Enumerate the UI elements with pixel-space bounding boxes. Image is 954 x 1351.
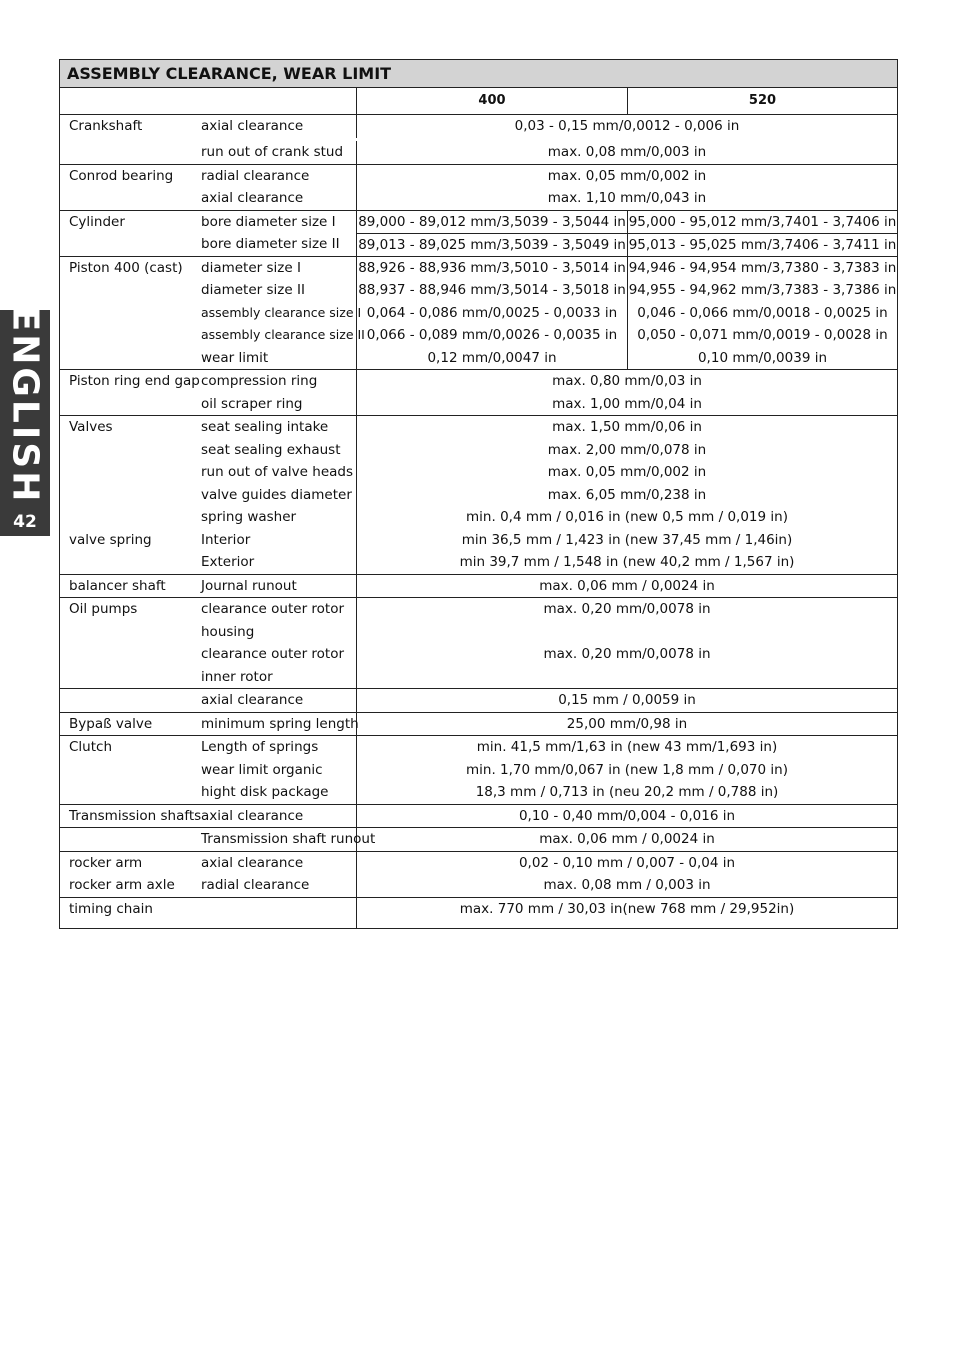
group-name: Cylinder bbox=[69, 213, 125, 230]
parameter-cell: Length of springs bbox=[192, 736, 357, 759]
table-body bbox=[60, 115, 897, 928]
page-number: 42 bbox=[13, 512, 37, 532]
group-name: Oil pumps bbox=[69, 601, 138, 617]
parameter-cell: clearance outer rotor bbox=[192, 598, 357, 621]
parameter-cell: minimum spring length bbox=[192, 713, 357, 736]
table-row bbox=[192, 115, 897, 138]
group-name: Bypaß valve bbox=[69, 715, 153, 732]
group-name-cell bbox=[60, 416, 192, 574]
parameter-cell: seat sealing exhaust bbox=[192, 439, 357, 462]
table-row bbox=[192, 643, 897, 666]
group-rows bbox=[192, 805, 897, 828]
group-name-cell bbox=[60, 805, 202, 828]
value-cell: 0,03 - 0,15 mm/0,0012 - 0,006 in bbox=[514, 118, 740, 134]
group-name-line bbox=[69, 621, 192, 644]
table-group bbox=[60, 165, 897, 211]
group-name-line bbox=[69, 484, 192, 507]
parameter-cell: Exterior bbox=[192, 551, 357, 574]
value-cell: max. 0,06 mm / 0,0024 in bbox=[539, 831, 715, 847]
value-cell: 0,10 - 0,40 mm/0,004 - 0,016 in bbox=[518, 807, 736, 824]
table-group bbox=[60, 713, 897, 737]
group-name-cell bbox=[60, 598, 192, 688]
language-side-tab bbox=[0, 306, 50, 536]
value-400-cell: 89,000 - 89,012 mm/3,5039 - 3,5044 in bbox=[357, 211, 628, 234]
table-row bbox=[192, 529, 897, 552]
group-name-line bbox=[69, 393, 192, 416]
parameter-cell: axial clearance bbox=[192, 689, 357, 712]
value-520-cell: 0,10 mm/0,0039 in bbox=[697, 349, 828, 366]
parameter-cell: housing bbox=[192, 621, 357, 644]
group-name-cell bbox=[60, 370, 200, 415]
group-rows bbox=[192, 689, 897, 712]
row-padding bbox=[192, 920, 357, 928]
table-row bbox=[192, 138, 897, 164]
table-header bbox=[60, 88, 897, 115]
group-rows bbox=[192, 598, 897, 688]
value-cell: min 36,5 mm / 1,423 in (new 37,45 mm / 1,46in) bbox=[461, 531, 793, 548]
parameter-cell: spring washer bbox=[192, 506, 357, 529]
value-520-cell: 94,946 - 94,954 mm/3,7380 - 3,7383 in bbox=[628, 259, 897, 276]
group-name-line bbox=[69, 781, 192, 804]
parameter-cell: radial clearance bbox=[192, 874, 357, 897]
table-row bbox=[192, 439, 897, 462]
group-name-line bbox=[69, 324, 192, 347]
value-cell: max. 6,05 mm/0,238 in bbox=[547, 486, 707, 503]
table-group bbox=[60, 211, 897, 257]
group-name-line bbox=[69, 233, 192, 256]
group-name-line bbox=[69, 759, 192, 782]
table-row bbox=[192, 279, 897, 302]
table-row bbox=[192, 781, 897, 804]
table-row bbox=[192, 484, 897, 507]
group-rows bbox=[192, 257, 897, 370]
group-name-cell bbox=[60, 211, 192, 256]
table-group bbox=[60, 598, 897, 689]
group-rows bbox=[192, 713, 897, 736]
table-group bbox=[60, 689, 897, 713]
group-name-line bbox=[69, 643, 192, 666]
group-name: Valves bbox=[69, 419, 113, 435]
parameter-cell: oil scraper ring bbox=[192, 393, 357, 416]
group-name-cell bbox=[60, 828, 192, 851]
parameter-cell: hight disk package bbox=[192, 781, 357, 804]
group-name-line bbox=[69, 666, 192, 689]
language-label: ENGLISH bbox=[4, 306, 46, 504]
table-group bbox=[60, 898, 897, 929]
value-cell: min 39,7 mm / 1,548 in (new 40,2 mm / 1,567 in) bbox=[459, 554, 795, 570]
value-cell bbox=[357, 621, 897, 644]
table-row bbox=[192, 233, 897, 256]
group-rows bbox=[192, 416, 897, 574]
group-name-line bbox=[69, 347, 192, 370]
group-name-secondary: valve spring bbox=[69, 531, 152, 548]
value-cell: min. 41,5 mm/1,63 in (new 43 mm/1,693 in) bbox=[476, 739, 778, 755]
table-row bbox=[192, 898, 897, 921]
value-400-cell: 0,12 mm/0,0047 in bbox=[357, 347, 628, 370]
table-row bbox=[192, 324, 897, 347]
value-400-cell: 0,064 - 0,086 mm/0,0025 - 0,0033 in bbox=[357, 302, 628, 325]
group-name-line bbox=[69, 439, 192, 462]
value-400-cell: 88,926 - 88,936 mm/3,5010 - 3,5014 in bbox=[357, 257, 628, 280]
value-400-cell: 88,937 - 88,946 mm/3,5014 - 3,5018 in bbox=[357, 279, 628, 302]
row-padding bbox=[69, 920, 192, 928]
value-cell: min. 0,4 mm / 0,016 in (new 0,5 mm / 0,019 in) bbox=[466, 509, 788, 525]
group-name-cell bbox=[60, 689, 192, 712]
group-rows bbox=[192, 828, 897, 851]
parameter-cell: Transmission shaft runout bbox=[192, 828, 357, 851]
value-cell bbox=[357, 666, 897, 689]
value-cell: 0,02 - 0,10 mm / 0,007 - 0,04 in bbox=[518, 854, 736, 871]
table-row bbox=[192, 805, 897, 828]
table-row bbox=[192, 370, 897, 393]
group-name: Conrod bearing bbox=[69, 167, 174, 184]
group-name-cell bbox=[60, 736, 192, 804]
table-row bbox=[192, 393, 897, 416]
group-name-line bbox=[69, 506, 192, 529]
parameter-cell bbox=[192, 898, 357, 921]
value-cell: 0,15 mm / 0,0059 in bbox=[558, 692, 696, 708]
group-name: Clutch bbox=[69, 739, 113, 755]
table-title: ASSEMBLY CLEARANCE, WEAR LIMIT bbox=[60, 60, 897, 88]
group-name-cell bbox=[60, 898, 192, 929]
value-cell: max. 2,00 mm/0,078 in bbox=[547, 441, 707, 458]
parameter-cell: wear limit bbox=[192, 347, 357, 370]
value-520-cell: 0,046 - 0,066 mm/0,0018 - 0,0025 in bbox=[637, 304, 888, 321]
value-cell: min. 1,70 mm/0,067 in (new 1,8 mm / 0,070 in) bbox=[466, 761, 788, 778]
table-row bbox=[192, 874, 897, 897]
table-row bbox=[192, 347, 897, 370]
group-name: balancer shaft bbox=[69, 577, 166, 594]
value-cell: max. 1,10 mm/0,043 in bbox=[547, 190, 707, 206]
group-rows bbox=[192, 211, 897, 256]
table-group bbox=[60, 257, 897, 371]
group-rows bbox=[192, 852, 897, 897]
table-row bbox=[192, 689, 897, 712]
group-rows bbox=[192, 898, 897, 929]
parameter-cell: diameter size I bbox=[192, 257, 357, 280]
value-cell: max. 1,00 mm/0,04 in bbox=[552, 395, 702, 412]
value-400-cell: 89,013 - 89,025 mm/3,5039 - 3,5049 in bbox=[357, 233, 628, 256]
group-name-cell bbox=[60, 852, 192, 897]
table-row bbox=[192, 598, 897, 621]
table-row bbox=[192, 302, 897, 325]
header-520: 520 bbox=[748, 93, 777, 108]
group-name bbox=[69, 689, 192, 712]
table-group bbox=[60, 805, 897, 829]
parameter-cell: Interior bbox=[192, 529, 357, 552]
group-name: Piston 400 (cast) bbox=[69, 259, 183, 276]
table-row bbox=[192, 713, 897, 736]
group-name: Piston ring end gap bbox=[69, 373, 200, 389]
parameter-cell: inner rotor bbox=[192, 666, 357, 689]
table-group bbox=[60, 416, 897, 575]
parameter-cell: axial clearance bbox=[192, 115, 357, 138]
group-rows bbox=[192, 370, 897, 415]
group-name-cell bbox=[60, 165, 192, 210]
parameter-cell: bore diameter size II bbox=[192, 233, 357, 256]
table-row bbox=[192, 257, 897, 280]
table-group bbox=[60, 852, 897, 898]
group-name-line bbox=[69, 279, 192, 302]
table-row bbox=[192, 759, 897, 782]
value-520-cell: 95,013 - 95,025 mm/3,7406 - 3,7411 in bbox=[628, 233, 897, 256]
table-group bbox=[60, 370, 897, 416]
parameter-cell: Journal runout bbox=[192, 575, 357, 598]
table-row bbox=[192, 211, 897, 234]
value-520-cell: 94,955 - 94,962 mm/3,7383 - 3,7386 in bbox=[628, 282, 897, 298]
value-cell: max. 0,06 mm / 0,0024 in bbox=[539, 577, 715, 594]
table-row bbox=[192, 461, 897, 484]
value-cell: 25,00 mm/0,98 in bbox=[566, 715, 688, 732]
group-name-line bbox=[69, 461, 192, 484]
group-name: Transmission shafts bbox=[69, 807, 202, 824]
table-row bbox=[192, 736, 897, 759]
table-row bbox=[192, 165, 897, 188]
group-name-cell bbox=[60, 115, 192, 164]
table-group bbox=[60, 575, 897, 599]
parameter-cell: diameter size II bbox=[192, 279, 357, 302]
table-row bbox=[192, 852, 897, 875]
parameter-cell: run out of valve heads bbox=[192, 461, 357, 484]
language-label-wrap bbox=[0, 306, 50, 504]
parameter-cell: wear limit organic bbox=[192, 759, 357, 782]
header-blank-cell bbox=[60, 88, 357, 114]
group-rows bbox=[192, 736, 897, 804]
value-400-cell: 0,066 - 0,089 mm/0,0026 - 0,0035 in bbox=[357, 324, 628, 347]
group-rows bbox=[192, 165, 897, 210]
clearance-table bbox=[59, 59, 898, 929]
group-name: rocker arm bbox=[69, 854, 143, 871]
parameter-cell: clearance outer rotor bbox=[192, 643, 357, 666]
value-520-cell: 0,050 - 0,071 mm/0,0019 - 0,0028 in bbox=[637, 327, 888, 343]
parameter-cell: run out of crank stud bbox=[192, 141, 357, 164]
value-cell: max. 1,50 mm/0,06 in bbox=[552, 419, 702, 435]
value-cell: max. 0,05 mm/0,002 in bbox=[547, 464, 707, 480]
group-name-cell bbox=[60, 257, 192, 370]
parameter-cell: seat sealing intake bbox=[192, 416, 357, 439]
value-cell: max. 0,20 mm/0,0078 in bbox=[543, 646, 711, 662]
parameter-cell: axial clearance bbox=[192, 805, 357, 828]
group-name-line bbox=[69, 302, 192, 325]
value-cell: 18,3 mm / 0,713 in (neu 20,2 mm / 0,788 in) bbox=[475, 784, 779, 800]
table-row bbox=[192, 621, 897, 644]
parameter-cell: axial clearance bbox=[192, 852, 357, 875]
value-cell: max. 0,08 mm / 0,003 in bbox=[543, 877, 711, 893]
group-name bbox=[69, 828, 192, 851]
table-row bbox=[192, 828, 897, 851]
table-row bbox=[192, 187, 897, 210]
value-520-cell: 95,000 - 95,012 mm/3,7401 - 3,7406 in bbox=[628, 213, 897, 230]
group-name: Crankshaft bbox=[69, 118, 143, 134]
group-name-cell bbox=[60, 575, 192, 598]
table-group bbox=[60, 828, 897, 852]
table-row bbox=[192, 506, 897, 529]
group-name-cell bbox=[60, 713, 192, 736]
table-row bbox=[192, 416, 897, 439]
group-name-line bbox=[69, 138, 192, 164]
group-rows bbox=[192, 575, 897, 598]
value-cell: max. 770 mm / 30,03 in(new 768 mm / 29,952in) bbox=[459, 900, 795, 917]
table-group bbox=[60, 736, 897, 805]
group-name-line bbox=[69, 187, 192, 210]
parameter-cell: assembly clearance size II bbox=[192, 324, 357, 347]
header-400: 400 bbox=[357, 88, 628, 114]
value-cell: max. 0,20 mm/0,0078 in bbox=[543, 601, 711, 617]
table-group bbox=[60, 115, 897, 165]
parameter-cell: assembly clearance size I bbox=[192, 302, 357, 325]
group-name: timing chain bbox=[69, 900, 153, 917]
parameter-cell: bore diameter size I bbox=[192, 211, 357, 234]
table-row bbox=[192, 666, 897, 689]
value-cell: max. 0,08 mm/0,003 in bbox=[547, 144, 707, 160]
table-row bbox=[192, 551, 897, 574]
table-row bbox=[192, 575, 897, 598]
group-name-secondary: rocker arm axle bbox=[69, 877, 175, 893]
group-rows bbox=[192, 115, 897, 164]
value-cell: max. 0,80 mm/0,03 in bbox=[552, 373, 702, 389]
parameter-cell: axial clearance bbox=[192, 187, 357, 210]
group-name-line bbox=[69, 551, 192, 574]
parameter-cell: radial clearance bbox=[192, 165, 357, 188]
parameter-cell: valve guides diameter bbox=[192, 484, 357, 507]
parameter-cell: compression ring bbox=[192, 370, 357, 393]
value-cell: max. 0,05 mm/0,002 in bbox=[547, 167, 707, 184]
